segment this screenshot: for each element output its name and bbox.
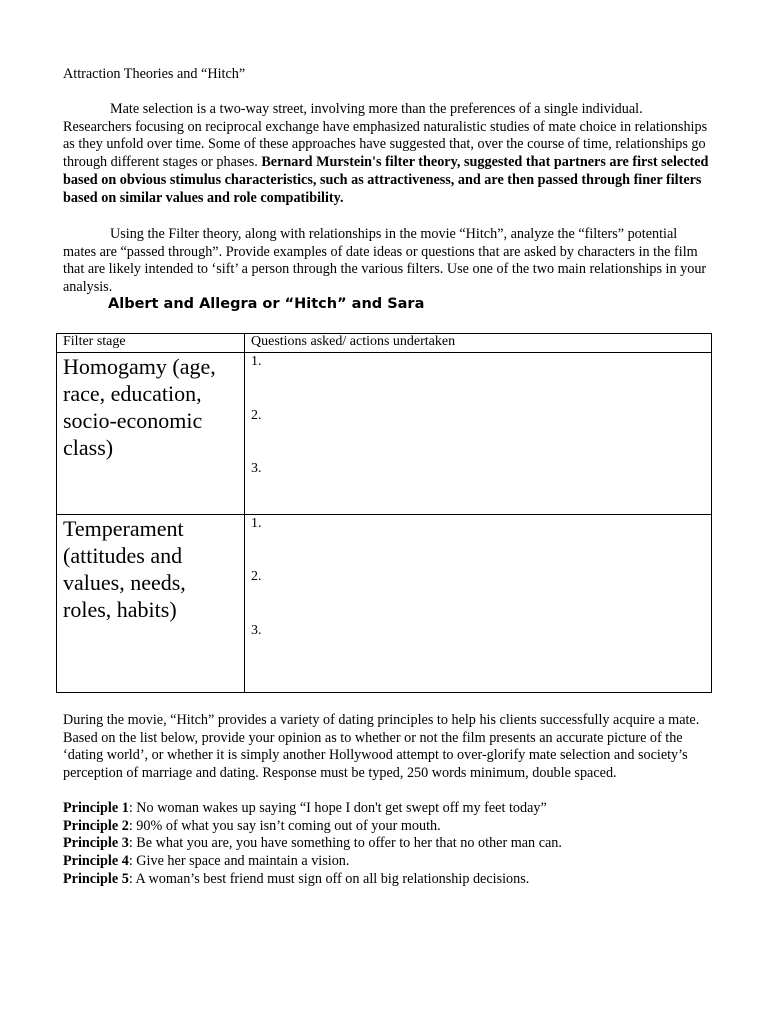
principle-label: Principle 3 (63, 835, 129, 852)
instructions-paragraph (63, 226, 711, 297)
filter-table (56, 333, 712, 693)
list-item: 3. (251, 622, 262, 638)
list-item: 1. (251, 354, 262, 369)
principle-text: : No woman wakes up saying “I hope I don't get swept off my feet today” (128, 800, 547, 816)
principle-label: Principle 1 (63, 800, 129, 816)
answer-cell-temperament[interactable] (245, 514, 712, 692)
principle-label: Principle 2 (63, 817, 129, 834)
list-item: 2. (251, 569, 262, 584)
document-title: Attraction Theories and “Hitch” (63, 66, 246, 82)
principle-4 (63, 853, 711, 871)
principle-2 (63, 818, 711, 836)
header-questions: Questions asked/ actions undertaken (245, 334, 712, 353)
principle-5 (63, 871, 711, 889)
principle-text: : A woman’s best friend must sign off on all big relationship decisions. (128, 870, 530, 887)
principle-text: : Be what you are, you have something to offer to her that no other man can. (128, 835, 562, 852)
list-item: 1. (251, 515, 262, 531)
list-item: 2. (251, 407, 262, 423)
principle-text: : Give her space and maintain a vision. (128, 853, 350, 870)
instructions-text: Using the Filter theory, along with relationships in the movie “Hitch”, analyze the “filters” potential mates are “passed through”. Provide examples of date ideas or questions that are asked by characters in the film that are likely intended to ‘sift’ a person through the various filters. Use one of the two main relationships in your analysis. (63, 226, 707, 296)
principle-label: Principle 5 (63, 870, 129, 887)
intro-bold-text: Bernard Murstein's filter theory, suggested that partners are first selected based on obvious stimulus characteristics, such as attractiveness, and are then passed through finer filters based on similar values and role compatibility. (63, 154, 709, 206)
header-filter-stage: Filter stage (57, 334, 245, 353)
list-item: 3. (251, 461, 262, 476)
answer-cell-homogamy[interactable] (245, 353, 712, 515)
intro-paragraph (63, 101, 711, 207)
principle-3 (63, 835, 711, 853)
principle-label: Principle 4 (63, 853, 129, 870)
relationship-subtitle: Albert and Allegra or “Hitch” and Sara (108, 296, 425, 312)
opinion-prompt: During the movie, “Hitch” provides a variety of dating principles to help his clients successfully acquire a mate. Based on the list below, provide your opinion as to whether or not the film presents an accurate picture of the ‘dating world’, or whether it is simply another Hollywood attempt to over-glorify mate selection and society’s perception of marriage and dating. Response must be typed, 250 words minimum, double spaced. (63, 712, 700, 782)
table-header-row (57, 334, 712, 353)
table-row (57, 514, 712, 692)
principles-list (63, 800, 711, 889)
intro-text: Mate selection is a two-way street, involving more than the preferences of a single individual. Researchers focusing on reciprocal exchange have emphasized naturalistic studies of mate choice in relationships as they unfold over time. Some of these approaches have suggested that, over the course of time, relationships go through different stages or phases. (63, 101, 708, 171)
stage-homogamy: Homogamy (age, race, education, socio-economic class) (63, 354, 216, 460)
principle-text: : 90% of what you say isn’t coming out of your mouth. (128, 817, 441, 834)
stage-temperament: Temperament (attitudes and values, needs, roles, habits) (63, 515, 186, 622)
principle-1 (63, 800, 711, 818)
table-row (57, 353, 712, 515)
